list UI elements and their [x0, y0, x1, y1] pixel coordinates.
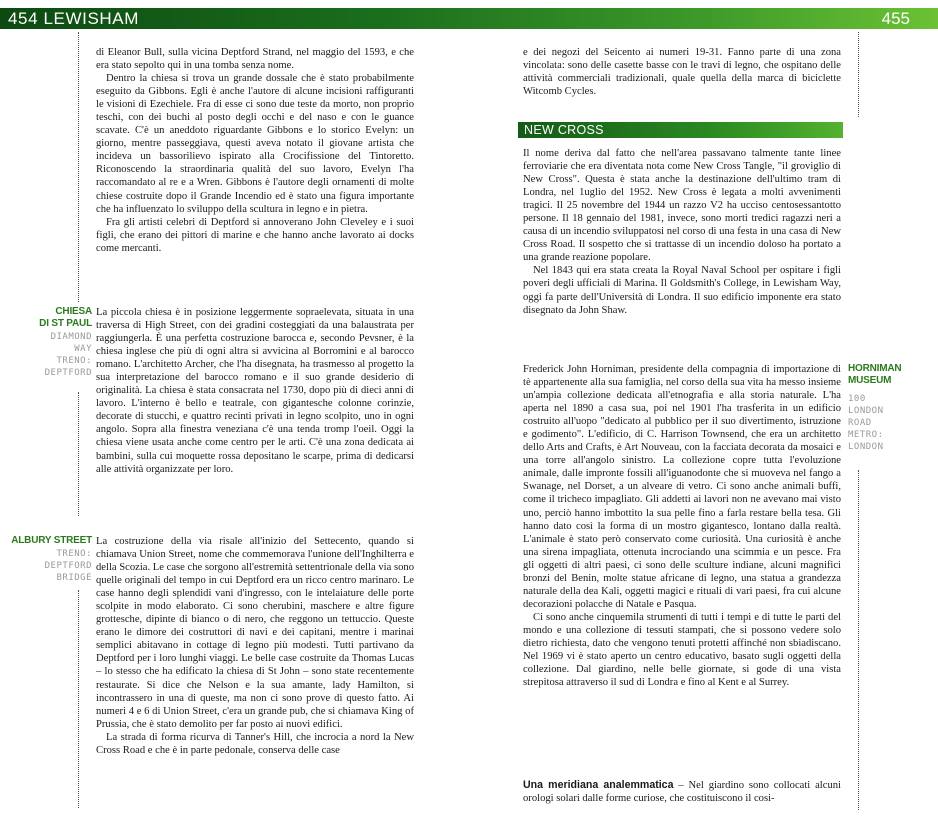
albury-street-address — [6, 548, 92, 584]
address-line: DEPTFORD — [44, 561, 92, 571]
albury-street-text — [96, 535, 414, 757]
address-line: WAY — [74, 344, 92, 354]
heading-line: CHIESA — [55, 306, 92, 317]
paragraph — [523, 779, 841, 805]
paragraph: di Eleanor Bull, sulla vicina Deptford Strand, nel maggio del 1593, e che era stato sepolto qui in una tomba senza nome. — [96, 47, 414, 72]
horniman-text — [523, 363, 841, 689]
st-paul-text — [96, 306, 414, 476]
left-dotted-rule-3 — [78, 590, 79, 808]
paragraph: La piccola chiesa è in posizione leggermente sopraelevata, situata in una traversa di High Street, con dei gradini costeggiati da una balaustrata per raggiungerla. È una perfetta costruzione barocca e, secondo Pevsner, è la chiesa inglese che più di ogni altra si avvicina al Borromini e al barocco romano. L'architetto Archer, che l'ha disegnata, ha trasmesso al progetto la sua interpretazione del barocco romano e il suo grande desiderio di originalità. La chiesa è stata consacrata nel 1730, dopo più di dieci anni di lavoro. L'interno è bello e teatrale, con gigantesche colonne corinzie, decorate di stucchi, e quattro recinti privati in legno scolpito, uno in ogni angolo. Sopra alla finestra veneziana c'è una tenda tromp l'oeil. Oggi la chiesa viene usata anche come centro per le arti. C'è una zona dedicata ai bambini, sulla cui moquette rossa depositano le scarpe, prima di dedicarsi alle attività organizzate per loro. — [96, 307, 414, 475]
address-line: DIAMOND — [50, 332, 92, 342]
paragraph: Ci sono anche cinquemila strumenti di tutti i tempi e di tutte le parti del mondo e una collezione di tessuti stampati, che si possono vedere solo dietro richiesta, dato che vengono tenuti protetti affinché non sbiadiscano. Nel 1969 vi è stato aperto un centro educativo, basato sugli oggetti della collezione. Dal giardino, nelle belle giornate, si gode di una vista strepitosa attraverso il sud di Londra e fino al Kent e al Surrey. — [523, 611, 841, 689]
heading-line: HORNIMAN — [848, 363, 902, 374]
address-line: ROAD — [848, 418, 872, 428]
st-paul-heading — [6, 306, 92, 330]
st-paul-address — [6, 331, 92, 379]
horniman-address — [848, 393, 934, 453]
paragraph: Il nome deriva dal fatto che nell'area passavano talmente tante linee ferroviarie che era diventata nota come New Cross Tangle, "il groviglio di New Cross". Questa è stata anche la destinazione dell'ultimo tram di Londra, nel 1uglio del 1952. New Cross è legata a molti avvenimenti tragici. Il 25 novembre del 1944 un razzo V2 ha ucciso centosessantotto persone. Il 18 gennaio del 1981, invece, sono morti tredici ragazzi neri a causa di un incendio sviluppatosi nel corso di una festa in una casa di New Cross Road. Il sospetto che si trattasse di un incendio doloso ha portato a una grande reazione popolare. — [523, 148, 841, 264]
address-line: LONDON — [848, 442, 884, 452]
right-dotted-rule — [858, 32, 859, 117]
right-dotted-rule-2 — [858, 470, 859, 810]
heading-line: ALBURY STREET — [11, 535, 92, 546]
meridiana-text — [523, 779, 841, 805]
address-line: BRIDGE — [56, 573, 92, 583]
horniman-heading — [848, 363, 934, 387]
address-line: DEPTFORD — [44, 368, 92, 378]
page-header — [0, 8, 938, 29]
meridiana-title: Una meridiana analemmatica — [523, 779, 674, 791]
paragraph: La strada di forma ricurva di Tanner's Hill, che incrocia a nord la New Cross Road e che è in parte pedonale, conserva delle case — [96, 731, 414, 756]
address-line: METRO: — [848, 430, 884, 440]
address-line: 100 — [848, 394, 866, 404]
address-line: LONDON — [848, 406, 884, 416]
paragraph: Frederick John Horniman, presidente della compagnia di importazione di tè appartenente alla sua famiglia, nel corso della sua vita ha messo insieme un'ampia collezione dedicata all'etnografia e alla storia naturale. L'ha aperta nel 1890 a casa sua, poi nel 1901 l'ha trasferita in un edificio costruito all'uopo "dedicato al pubblico per il suo divertimento, istruzione e godimento". L'edificio, di C. Harrison Townsend, che era un architetto dello Arts and Crafts, è Art Nouveau, con la facciata decorata da mosaici e una torre all'angolo sinistro. La collezione copre tutta l'evoluzione animale, dalle impronte fossili all'iguanodonte che si muoveva nel fango a Swanage, nel Dorset, a un alveare di vetro. Ci sono anche animali buffi, come il tricheco impagliato. Gli addetti ai lavori non ne avevano mai visto uno, perciò hanno imbottito la sua pelle fino a farla restare bella tesa. Gli hanno dato così la forma di un mostro gigantesco, lontano dalla realtà. L'animale è stato però conservato come curiosità. Una curiosità è anche una sirena impagliata, ottenuta incrociando una scimmia e un pesce. Fra gli oggetti di altri paesi, ci sono delle sculture indiane, alcuni magnifici bronzi del Benin, molte statue africane di legno, una statua a grandezza naturale della dea Kali, oggetti magici e rituali di vari paesi, fra cui alcune decorazioni polacche di Natale e Pasqua. — [523, 364, 841, 610]
left-page-running-head: 454 LEWISHAM — [8, 9, 139, 28]
section-title-new-cross: NEW CROSS — [518, 122, 843, 138]
left-intro-text — [96, 46, 414, 255]
paragraph: Fra gli artisti celebri di Deptford si annoverano John Cleveley e i suoi figli, che erano dei pittori di marine e che hanno anche lavorato ai docks come mercanti. — [96, 216, 414, 254]
paragraph: e dei negozi del Seicento ai numeri 19-31. Fanno parte di una zona vincolata: sono delle casette basse con le travi di legno, che ospitano delle attività commerciali tradizionali, quale quella della marca di biciclette Witcomb Cycles. — [523, 47, 841, 98]
new-cross-text — [523, 147, 841, 317]
paragraph: La costruzione della via risale all'inizio del Settecento, quando si chiamava Union Street, nome che commemorava l'unione dell'Inghilterra e della Scozia. Le case che sorgono all'estremità settentrionale della via sono quelle originali del tempo in cui Deptford era un ricco centro marinaro. Le case hanno degli splendidi vani d'ingresso, con le intelaiature delle porte scolpite in modo elaborato. Ci sono cherubini, maschere e altre figure grottesche, dipinte di bianco o di nero, che reggono un tettuccio. Queste erano le dimore dei costruttori di navi e dei capitani, mentre i marinai semplici abitavano in cottage di legno più modesti. Tutti partivano da Deptford per i loro lunghi viaggi. Le belle case costruite da Thomas Lucas – lo stesso che ha edificato la chiesa di St John – sono state recentemente restaurate. Si dice che Nelson e la sua amante, lady Hamilton, si incontrassero in una di queste, ma non ci sono prove di questo fatto. Ai numeri 4 e 6 di Union Street, c'era un grande pub, che si chiamava King of Prussia, che è stato demolito per far posto ai nuovi edifici. — [96, 536, 414, 730]
right-intro-text — [523, 46, 841, 98]
paragraph: Nel 1843 qui era stata creata la Royal Naval School per ospitare i figli poveri degli ufficiali di Marina. Il Goldsmith's College, in Lewisham Way, oggi fa parte dell'Università di Londra. Il suo edificio imponente era stato disegnato da John Shaw. — [523, 265, 841, 316]
heading-line: MUSEUM — [848, 375, 892, 386]
left-dotted-rule — [78, 32, 79, 302]
heading-line: DI ST PAUL — [39, 318, 92, 329]
right-page-number: 455 — [881, 9, 910, 28]
albury-street-heading — [6, 535, 92, 547]
address-line: TRENO: — [56, 549, 92, 559]
address-line: TRENO: — [56, 356, 92, 366]
left-dotted-rule-2 — [78, 392, 79, 516]
paragraph: Dentro la chiesa si trova un grande dossale che è stato probabilmente eseguito da Gibbons. Egli è anche l'autore di alcune incisioni raffiguranti le visioni di Ezechiele. Fra di esse ci sono due teste da morto, non proprio teschi, con dei buchi al posto degli occhi e del naso e con le guance scavate. C'è un aneddoto riguardante Gibbons e lo storico Evelyn: un giorno, mentre passeggiava, questi aveva notato il giovane artista che incideva un bassorilievo ispirato alla Crocifissione del Tintoretto. Riconoscendo la straordinaria qualità del suo lavoro, Evelyn l'ha raccomandato al re e a Wren. Gibbons è l'autore degli ornamenti di molte chiese costruite dopo il Grande Incendio ed è stato una figura importante che ha influenzato lo sviluppo della scultura in legno e in pietra. — [96, 73, 414, 215]
meridiana-body: – Nel giardino sono collocati alcuni orologi solari dalle forme curiose, che costituiscono il cosi- — [523, 780, 841, 805]
